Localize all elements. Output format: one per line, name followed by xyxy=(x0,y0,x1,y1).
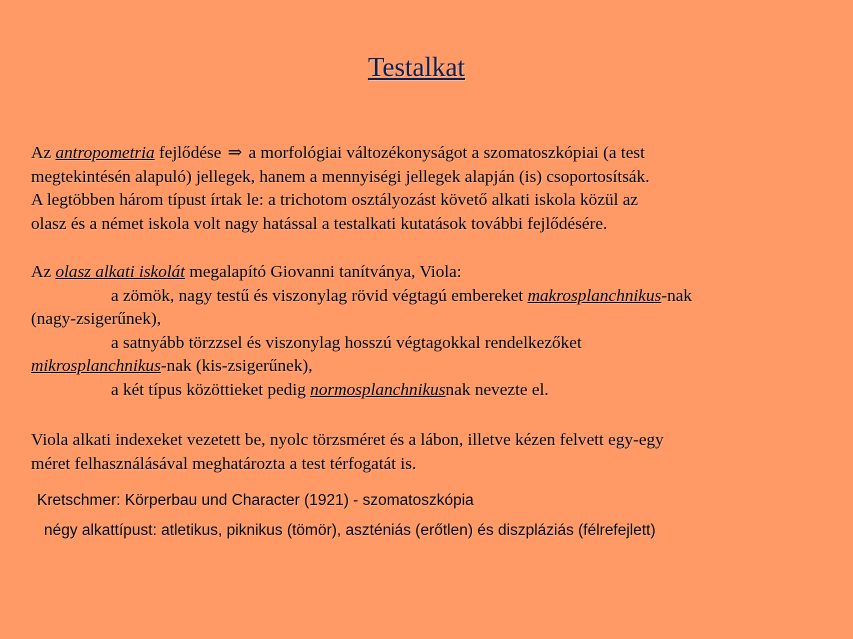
p2-line-1 xyxy=(31,260,831,284)
p1-line-1 xyxy=(31,141,831,165)
text: Az xyxy=(31,262,56,281)
term-normosplanchnikus: normosplanchnikus xyxy=(310,379,446,399)
text: a két típus közöttieket pedig xyxy=(111,379,311,399)
text: -nak (kis-zsigerűnek), xyxy=(160,356,313,375)
implies-arrow-icon: ⇒ xyxy=(227,143,243,162)
text: Az xyxy=(31,143,56,162)
p2-line-4: a satnyább törzzsel és viszonylag hosszú végtagokkal rendelkezőket xyxy=(111,332,582,352)
term-makrosplanchnikus: makrosplanchnikus xyxy=(527,285,662,305)
term-mikrosplanchnikus: mikrosplanchnikus xyxy=(31,356,161,375)
p1-line-3: A legtöbben három típust írtak le: a trichotom osztályozást követő alkati iskola közül az xyxy=(31,190,639,209)
alkattipusok-list: négy alkattípust: atletikus, piknikus (tömör), aszténiás (erőtlen) és diszpláziás (félrefejlett) xyxy=(44,522,656,539)
text: -nak xyxy=(661,285,693,305)
term-olasz-alkati-iskola: olasz alkati iskolát xyxy=(55,262,186,281)
text: nak nevezte el. xyxy=(445,379,549,399)
paragraph-viola-indexek xyxy=(31,428,831,475)
text: a morfológiai változékonyságot a szomatoszkópiai (a test xyxy=(244,143,645,162)
p2-line-3: (nagy-zsigerűnek), xyxy=(31,309,162,328)
kretschmer-reference: Kretschmer: Körperbau und Character (1921) - szomatoszkópia xyxy=(37,492,474,509)
p2-line-5 xyxy=(31,354,831,378)
p1-line-4: olasz és a német iskola volt nagy hatással a testalkati kutatások további fejlődésére. xyxy=(31,213,608,233)
p2-line-6 xyxy=(31,378,831,402)
p3-line-1: Viola alkati indexeket vezetett be, nyolc törzsméret és a lábon, illetve kézen felvett egy-egy xyxy=(31,430,664,449)
text: a zömök, nagy testű és viszonylag rövid végtagú embereket xyxy=(111,285,528,305)
p3-line-2: méret felhasználásával meghatározta a test térfogatát is. xyxy=(31,453,417,473)
p2-line-2 xyxy=(31,284,831,308)
p1-line-2: megtekintésén alapuló) jellegek, hanem a mennyiségi jellegek alapján (is) csoportosítsák. xyxy=(31,166,650,186)
slide-title: Testalkat xyxy=(367,52,466,82)
paragraph-antropometria xyxy=(31,141,831,235)
text: fejlődése xyxy=(154,143,226,162)
term-antropometria: antropometria xyxy=(55,143,155,162)
paragraph-olasz-iskola xyxy=(31,260,831,401)
text: megalapító Giovanni tanítványa, Viola: xyxy=(185,262,462,281)
